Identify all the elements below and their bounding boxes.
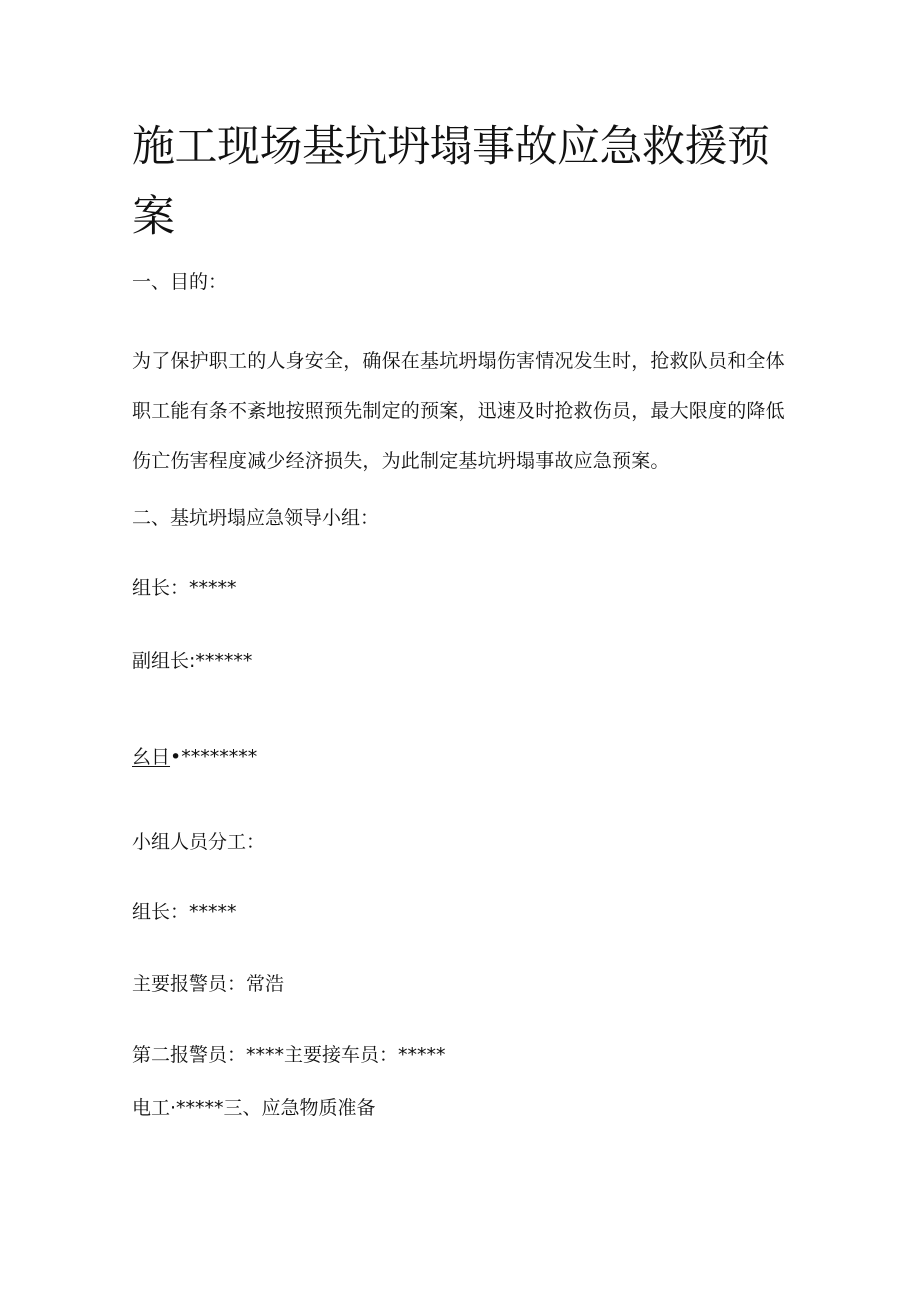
document-title: 施工现场基坑坍塌事故应急救援预案	[132, 122, 770, 242]
deputy-leader-line: 副组长:******	[132, 650, 253, 672]
garbled-member-suffix: •********	[170, 746, 258, 768]
garbled-member-prefix: 幺日	[132, 746, 171, 768]
division-heading: 小组人员分工：	[132, 831, 266, 853]
purpose-heading: 一、目的：	[132, 271, 228, 293]
group-heading: 二、基坑坍塌应急领导小组：	[132, 507, 380, 529]
second-alarm-line: 第二报警员：****主要接车员：*****	[132, 1044, 446, 1066]
leader-line: 组长：*****	[132, 577, 237, 599]
purpose-body: 为了保护职工的人身安全，确保在基坑坍塌伤害情况发生时，抢救队员和全体职工能有条不紊地按照预先制定的预案，迅速及时抢救伤员，最大限度的降低伤亡伤害程度减少经济损失，为此制定基坑坍塌事故应急预案。	[132, 350, 785, 472]
main-alarm-line: 主要报警员：常浩	[132, 973, 285, 995]
garbled-member-line	[132, 745, 257, 769]
division-leader-line: 组长：*****	[132, 901, 237, 923]
electrician-line: 电工·*****三、应急物质准备	[132, 1097, 376, 1119]
